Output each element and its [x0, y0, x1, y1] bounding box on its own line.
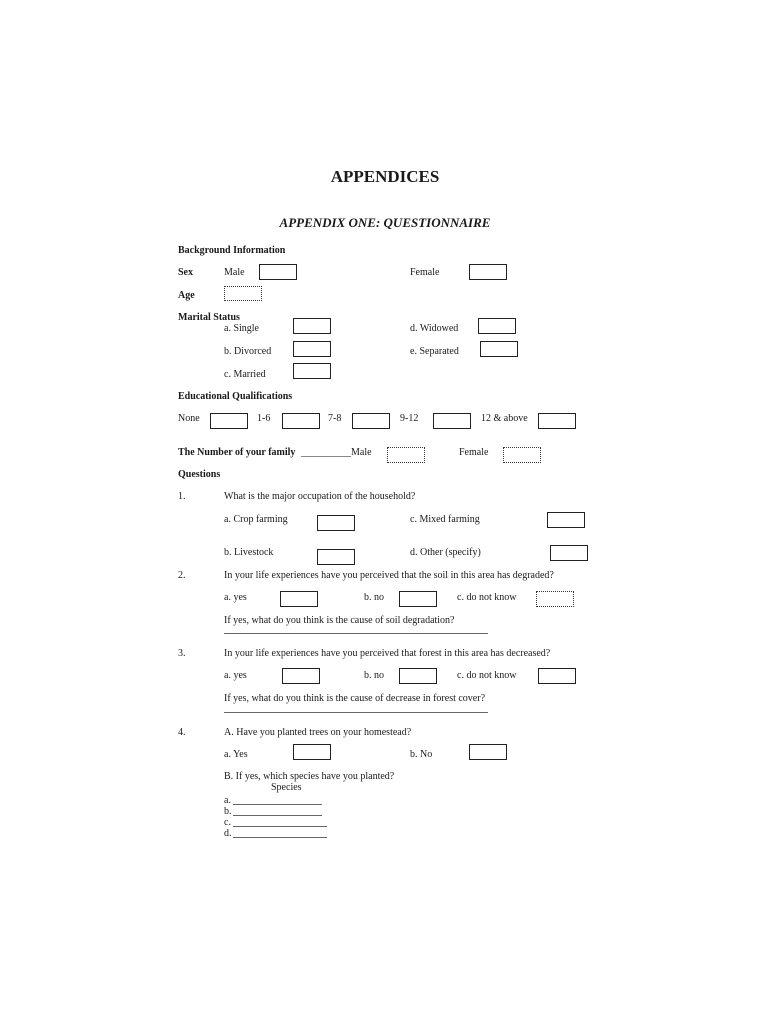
q2-do-not-know-checkbox[interactable]: [536, 591, 574, 607]
separated-checkbox[interactable]: [480, 341, 518, 357]
female-label: Female: [410, 267, 440, 278]
q1-livestock-label: b. Livestock: [224, 547, 274, 558]
q1-crop-farming-label: a. Crop farming: [224, 514, 288, 525]
family-male-label: Male: [351, 447, 372, 458]
species-item-d-label: d.: [224, 828, 232, 839]
female-checkbox[interactable]: [469, 264, 507, 280]
q3-followup: If yes, what do you think is the cause of decrease in forest cover?: [224, 693, 486, 704]
family-label: The Number of your family: [178, 447, 296, 458]
q3-do-not-know-label: c. do not know: [457, 670, 517, 681]
q2-yes-label: a. yes: [224, 592, 247, 603]
edu-none-checkbox[interactable]: [210, 413, 248, 429]
q2-number: 2.: [178, 570, 186, 581]
age-input[interactable]: [224, 286, 262, 301]
q4-yes-checkbox[interactable]: [293, 744, 331, 760]
family-male-input[interactable]: [387, 447, 425, 463]
species-item-a-line[interactable]: [233, 804, 322, 805]
married-checkbox[interactable]: [293, 363, 331, 379]
family-female-label: Female: [459, 447, 489, 458]
q2-text: In your life experiences have you perceived that the soil in this area has degraded?: [224, 570, 554, 581]
marital-status-label: Marital Status: [178, 312, 240, 323]
q2-do-not-know-label: c. do not know: [457, 592, 517, 603]
questions-heading: Questions: [178, 469, 221, 480]
family-blank: __________: [301, 447, 351, 458]
q3-number: 3.: [178, 648, 186, 659]
widowed-checkbox[interactable]: [478, 318, 516, 334]
q4-no-label: b. No: [410, 749, 433, 760]
edu-7-8-label: 7-8: [328, 413, 342, 424]
family-female-input[interactable]: [503, 447, 541, 463]
widowed-label: d. Widowed: [410, 323, 459, 334]
divorced-checkbox[interactable]: [293, 341, 331, 357]
q4-species-label: Species: [271, 782, 302, 793]
edu-1-6-label: 1-6: [257, 413, 271, 424]
married-label: c. Married: [224, 369, 266, 380]
q2-followup: If yes, what do you think is the cause of soil degradation?: [224, 615, 455, 626]
q2-no-checkbox[interactable]: [399, 591, 437, 607]
species-item-b-label: b.: [224, 806, 232, 817]
q2-no-label: b. no: [364, 592, 384, 603]
edu-none-label: None: [178, 413, 200, 424]
background-heading: Background Information: [178, 245, 286, 256]
q4-number: 4.: [178, 727, 186, 738]
education-heading: Educational Qualifications: [178, 391, 293, 402]
q3-answer-line[interactable]: [224, 712, 488, 713]
edu-9-12-checkbox[interactable]: [433, 413, 471, 429]
q4-yes-label: a. Yes: [224, 749, 248, 760]
page-subtitle: APPENDIX ONE: QUESTIONNAIRE: [279, 215, 491, 230]
q3-no-checkbox[interactable]: [399, 668, 437, 684]
edu-9-12-label: 9-12: [400, 413, 419, 424]
edu-7-8-checkbox[interactable]: [352, 413, 390, 429]
species-item-a-label: a.: [224, 795, 231, 806]
sex-label: Sex: [178, 267, 193, 278]
edu-12-above-checkbox[interactable]: [538, 413, 576, 429]
q1-other-checkbox[interactable]: [550, 545, 588, 561]
q3-text: In your life experiences have you perceived that forest in this area has decreased?: [224, 648, 551, 659]
page-title: APPENDICES: [330, 167, 440, 186]
q4-no-checkbox[interactable]: [469, 744, 507, 760]
separated-label: e. Separated: [410, 346, 459, 357]
q4-text: A. Have you planted trees on your homestead?: [224, 727, 412, 738]
q3-yes-label: a. yes: [224, 670, 247, 681]
q2-yes-checkbox[interactable]: [280, 591, 318, 607]
species-item-d-line[interactable]: [233, 837, 327, 838]
q2-answer-line[interactable]: [224, 633, 488, 634]
divorced-label: b. Divorced: [224, 346, 272, 357]
edu-1-6-checkbox[interactable]: [282, 413, 320, 429]
species-item-c-label: c.: [224, 817, 231, 828]
q3-yes-checkbox[interactable]: [282, 668, 320, 684]
q3-no-label: b. no: [364, 670, 384, 681]
q1-crop-farming-checkbox[interactable]: [317, 515, 355, 531]
single-label: a. Single: [224, 323, 259, 334]
species-item-b-line[interactable]: [233, 815, 322, 816]
q1-other-label: d. Other (specify): [410, 547, 481, 558]
q1-livestock-checkbox[interactable]: [317, 549, 355, 565]
single-checkbox[interactable]: [293, 318, 331, 334]
species-item-c-line[interactable]: [233, 826, 327, 827]
male-label: Male: [224, 267, 245, 278]
edu-12-above-label: 12 & above: [481, 413, 528, 424]
q1-text: What is the major occupation of the household?: [224, 491, 416, 502]
male-checkbox[interactable]: [259, 264, 297, 280]
q1-mixed-farming-label: c. Mixed farming: [410, 514, 480, 525]
q4-followup: B. If yes, which species have you planted?: [224, 771, 395, 782]
q1-mixed-farming-checkbox[interactable]: [547, 512, 585, 528]
q3-do-not-know-checkbox[interactable]: [538, 668, 576, 684]
q1-number: 1.: [178, 491, 186, 502]
age-label: Age: [178, 290, 195, 301]
